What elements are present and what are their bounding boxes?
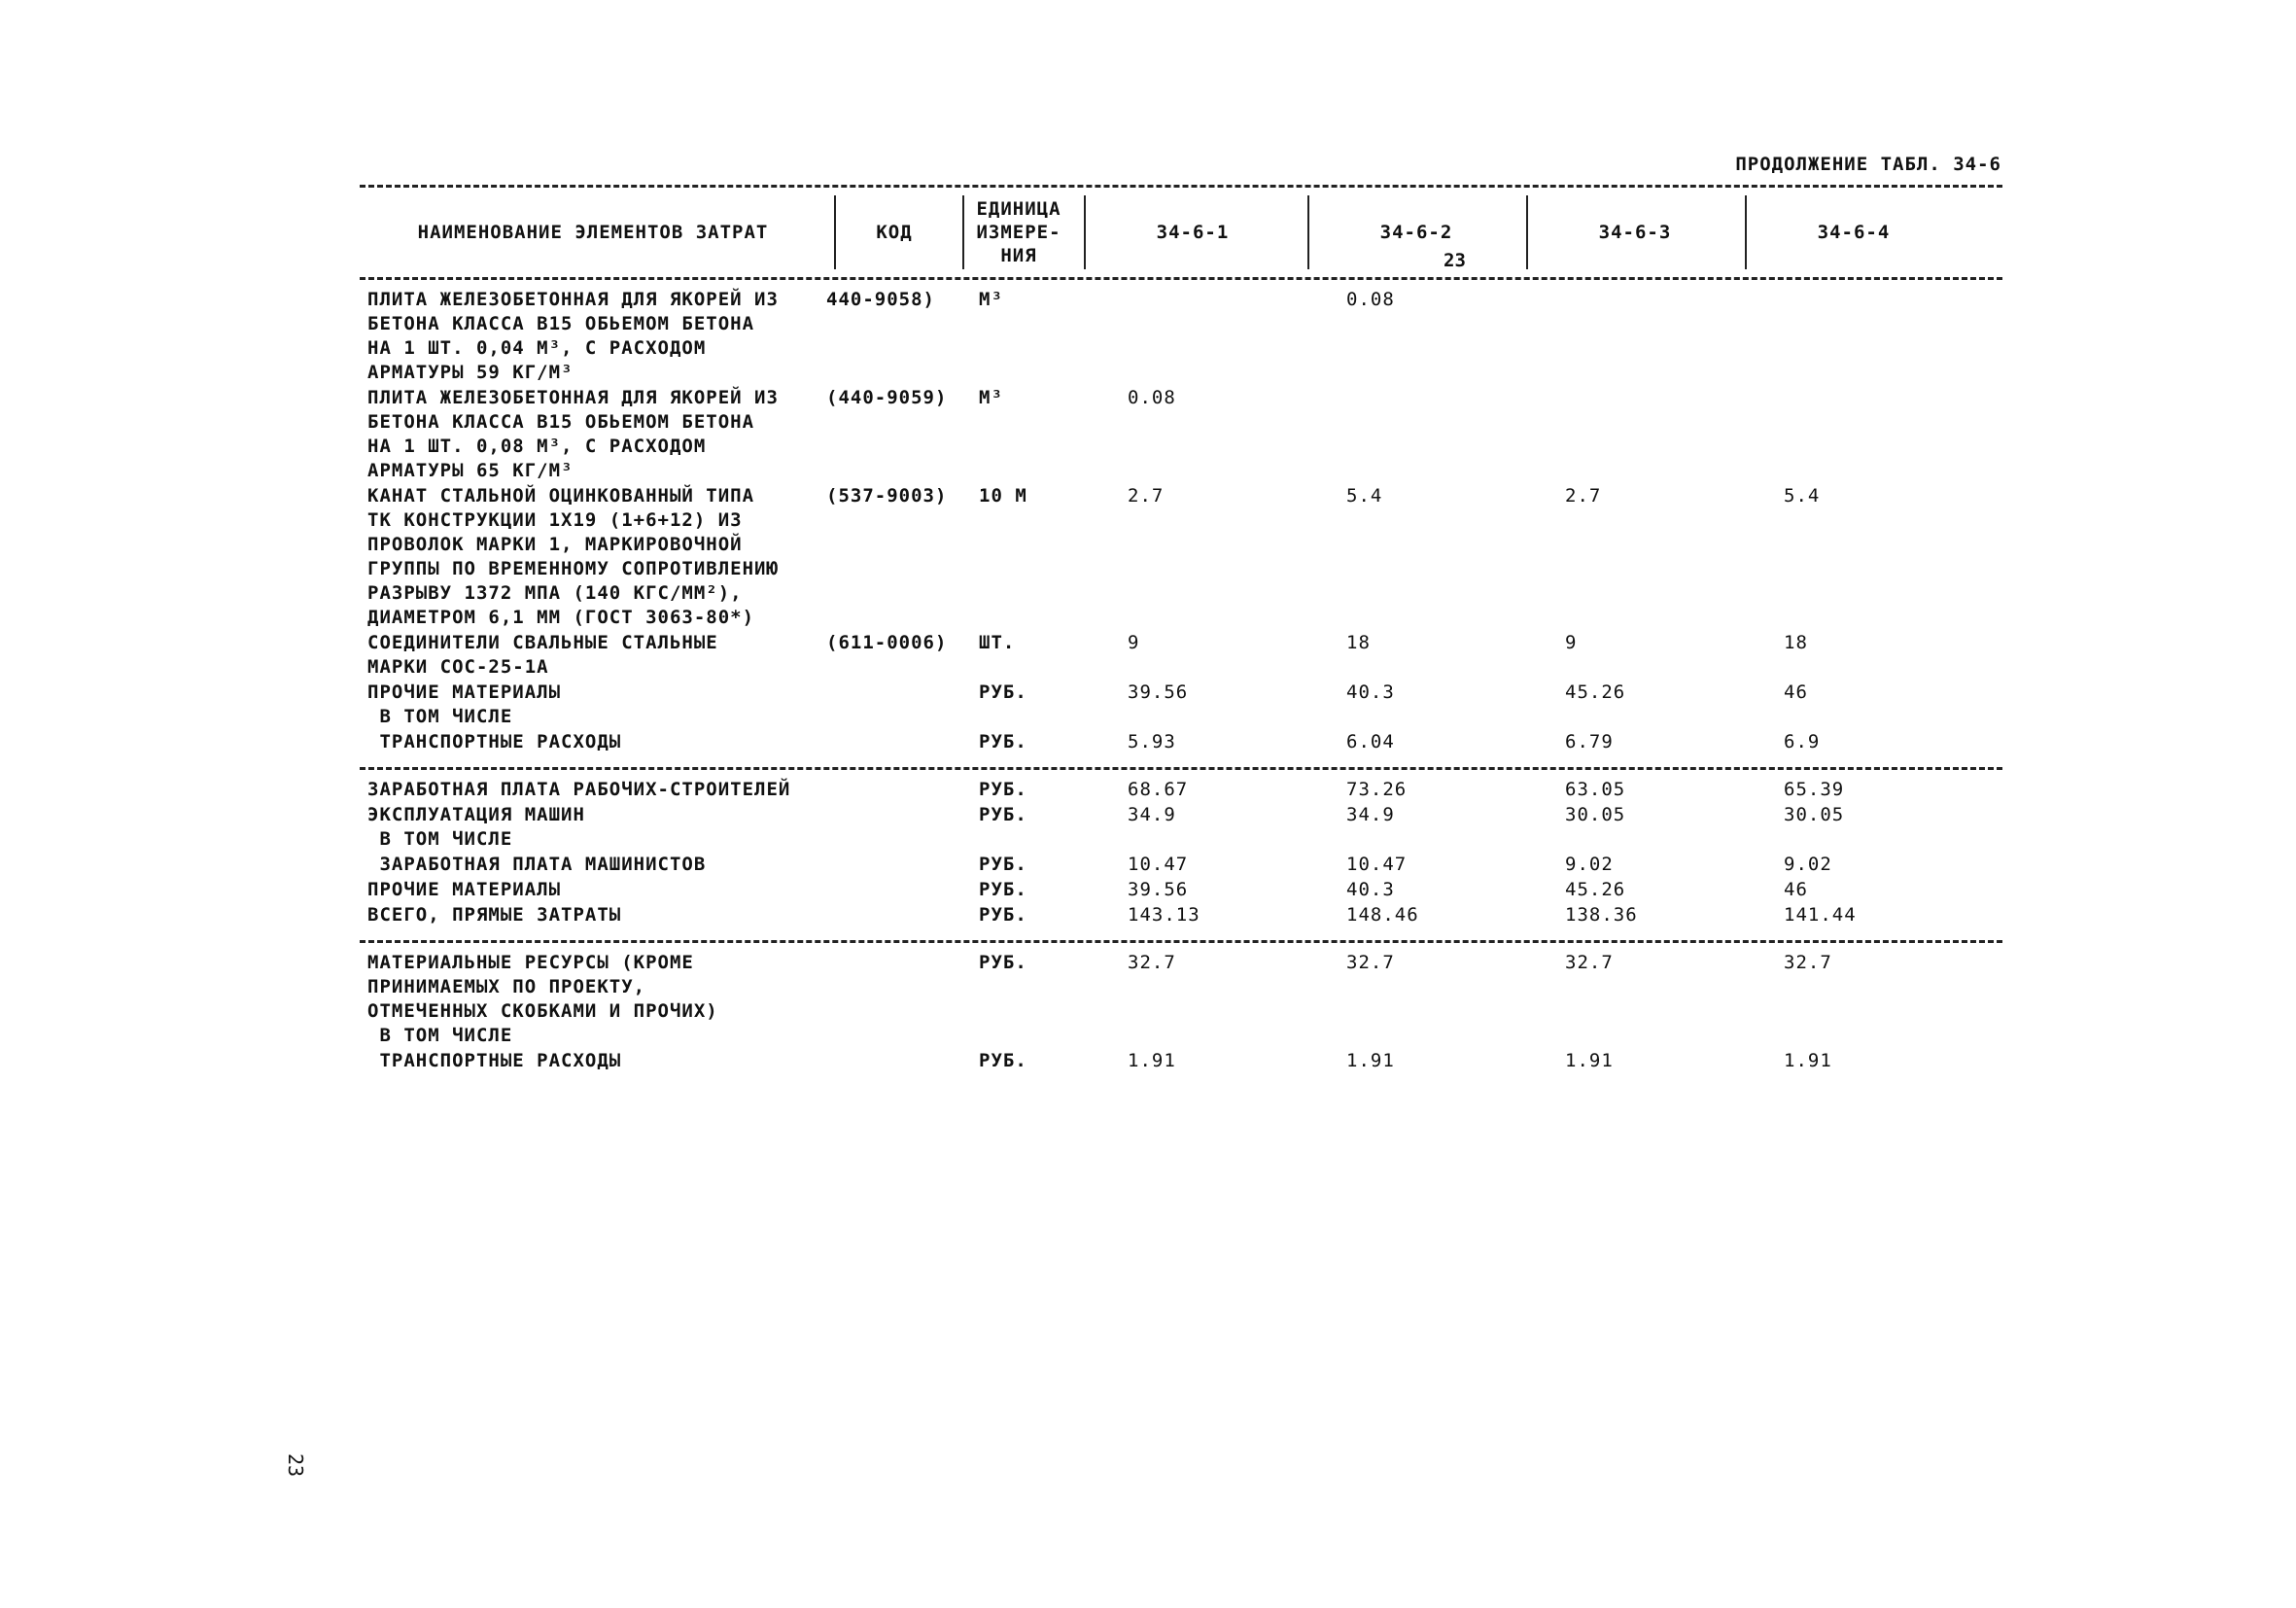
table-row — [360, 878, 2002, 903]
row-value-2: 40.3 — [1346, 682, 1395, 703]
row-name-line: ПРИНИМАЕМЫХ ПО ПРОЕКТУ, — [367, 976, 646, 997]
row-name-line: МАРКИ СОС-25-1А — [367, 656, 549, 678]
row-value-2: 1.91 — [1346, 1050, 1395, 1071]
row-name-line: В ТОМ ЧИСЛЕ — [367, 828, 513, 850]
row-name-line: ОТМЕЧЕННЫХ СКОБКАМИ И ПРОЧИХ) — [367, 1000, 718, 1022]
table-row — [360, 803, 2002, 853]
row-name — [367, 853, 824, 877]
row-value-4: 5.4 — [1784, 485, 1821, 507]
header-code: КОД — [876, 222, 913, 243]
row-name — [367, 484, 824, 630]
row-value-4: 30.05 — [1784, 804, 1845, 825]
row-value-2: 10.47 — [1346, 854, 1408, 875]
row-value-4: 18 — [1784, 632, 1808, 653]
table-header — [360, 188, 2002, 277]
header-col-2: 34-6-2 — [1379, 222, 1453, 243]
header-name: НАИМЕНОВАНИЕ ЭЛЕМЕНТОВ ЗАТРАТ — [417, 222, 769, 243]
table-row — [360, 951, 2002, 1049]
table-group — [360, 280, 2002, 767]
header-col-1: 34-6-1 — [1156, 222, 1230, 243]
table-continuation-caption: ПРОДОЛЖЕНИЕ ТАБЛ. 34-6 — [1735, 154, 2001, 175]
row-value-1: 2.7 — [1128, 485, 1165, 507]
header-unit — [964, 188, 1073, 277]
row-name-line: БЕТОНА КЛАССА В15 ОБЬЕМОМ БЕТОНА — [367, 411, 755, 433]
row-name-line: ДИАМЕТРОМ 6,1 ММ (ГОСТ 3063-80*) — [367, 607, 755, 628]
row-unit: РУБ. — [979, 804, 1027, 825]
table-row — [360, 631, 2002, 681]
row-name-line: ПРОЧИЕ МАТЕРИАЛЫ — [367, 879, 562, 900]
row-unit: РУБ. — [979, 879, 1027, 900]
row-unit: М³ — [979, 387, 1003, 408]
row-name-line: НА 1 ШТ. 0,08 М³, С РАСХОДОМ — [367, 436, 707, 457]
row-code: (611-0006) — [826, 632, 948, 653]
row-unit: РУБ. — [979, 682, 1027, 703]
table-group — [360, 770, 2002, 940]
row-name-line: ВСЕГО, ПРЯМЫЕ ЗАТРАТЫ — [367, 904, 622, 926]
row-name-line: В ТОМ ЧИСЛЕ — [367, 706, 513, 727]
table-row — [360, 484, 2002, 631]
row-name — [367, 631, 824, 680]
row-unit: М³ — [979, 289, 1003, 310]
row-name-line: АРМАТУРЫ 59 КГ/М³ — [367, 362, 574, 383]
row-unit: РУБ. — [979, 1050, 1027, 1071]
row-name-line: ТРАНСПОРТНЫЕ РАСХОДЫ — [367, 731, 622, 752]
row-value-2: 6.04 — [1346, 731, 1395, 752]
row-unit: ШТ. — [979, 632, 1016, 653]
cost-table — [360, 185, 2002, 1086]
row-name-line: ТРАНСПОРТНЫЕ РАСХОДЫ — [367, 1050, 622, 1071]
row-unit: РУБ. — [979, 731, 1027, 752]
row-name-line: ПРОЧИЕ МАТЕРИАЛЫ — [367, 682, 562, 703]
row-name-line: БЕТОНА КЛАССА В15 ОБЬЕМОМ БЕТОНА — [367, 313, 755, 334]
header-unit-line: НИЯ — [1000, 245, 1037, 266]
header-unit-line: ЕДИНИЦА — [976, 198, 1061, 220]
row-name — [367, 730, 824, 754]
row-value-1: 5.93 — [1128, 731, 1176, 752]
row-value-1: 39.56 — [1128, 682, 1189, 703]
row-name-line: АРМАТУРЫ 65 КГ/М³ — [367, 460, 574, 481]
row-value-2: 40.3 — [1346, 879, 1395, 900]
row-value-2: 5.4 — [1346, 485, 1383, 507]
row-value-4: 32.7 — [1784, 952, 1832, 973]
row-value-1: 9 — [1128, 632, 1140, 653]
row-value-2: 148.46 — [1346, 904, 1419, 926]
row-value-2: 73.26 — [1346, 779, 1408, 800]
row-name-line: МАТЕРИАЛЬНЫЕ РЕСУРСЫ (КРОМЕ — [367, 952, 694, 973]
header-unit-line: ИЗМЕРЕ- — [976, 222, 1061, 243]
header-col-3: 34-6-3 — [1598, 222, 1672, 243]
row-value-1: 32.7 — [1128, 952, 1176, 973]
table-row — [360, 1049, 2002, 1074]
row-name — [367, 1049, 824, 1073]
row-code: (440-9059) — [826, 387, 948, 408]
row-value-1: 34.9 — [1128, 804, 1176, 825]
row-name-line: СОЕДИНИТЕЛИ СВАЛЬНЫЕ СТАЛЬНЫЕ — [367, 632, 718, 653]
row-name-line: РАЗРЫВУ 1372 МПА (140 КГС/ММ²), — [367, 582, 743, 604]
row-value-4: 1.91 — [1784, 1050, 1832, 1071]
row-name-line: ПЛИТА ЖЕЛЕЗОБЕТОННАЯ ДЛЯ ЯКОРЕЙ ИЗ — [367, 387, 779, 408]
row-value-2: 34.9 — [1346, 804, 1395, 825]
row-code: 440-9058) — [826, 289, 935, 310]
row-value-3: 45.26 — [1565, 682, 1626, 703]
row-value-2: 0.08 — [1346, 289, 1395, 310]
row-unit: РУБ. — [979, 779, 1027, 800]
row-name-line: В ТОМ ЧИСЛЕ — [367, 1025, 513, 1046]
row-name — [367, 803, 824, 852]
row-code: (537-9003) — [826, 485, 948, 507]
row-name-line: ПЛИТА ЖЕЛЕЗОБЕТОННАЯ ДЛЯ ЯКОРЕЙ ИЗ — [367, 289, 779, 310]
row-value-2: 18 — [1346, 632, 1371, 653]
row-name — [367, 951, 824, 1048]
row-name — [367, 288, 824, 385]
row-value-3: 1.91 — [1565, 1050, 1614, 1071]
row-value-3: 30.05 — [1565, 804, 1626, 825]
row-name-line: ПРОВОЛОК МАРКИ 1, МАРКИРОВОЧНОЙ — [367, 534, 743, 555]
row-value-3: 32.7 — [1565, 952, 1614, 973]
row-name-line: ТК КОНСТРУКЦИИ 1Х19 (1+6+12) ИЗ — [367, 509, 743, 531]
row-value-4: 65.39 — [1784, 779, 1845, 800]
row-name — [367, 681, 824, 729]
table-row — [360, 730, 2002, 755]
row-value-3: 45.26 — [1565, 879, 1626, 900]
row-value-1: 1.91 — [1128, 1050, 1176, 1071]
row-value-2: 32.7 — [1346, 952, 1395, 973]
header-page-note: 23 — [1444, 250, 1466, 271]
table-row — [360, 853, 2002, 878]
row-value-1: 0.08 — [1128, 387, 1176, 408]
row-name-line: ЭКСПЛУАТАЦИЯ МАШИН — [367, 804, 585, 825]
row-name-line: НА 1 ШТ. 0,04 М³, С РАСХОДОМ — [367, 337, 707, 359]
table-group — [360, 943, 2002, 1086]
row-value-4: 141.44 — [1784, 904, 1857, 926]
row-name — [367, 903, 824, 927]
table-row — [360, 778, 2002, 803]
row-value-4: 46 — [1784, 682, 1808, 703]
row-value-3: 9.02 — [1565, 854, 1614, 875]
row-value-4: 6.9 — [1784, 731, 1821, 752]
table-row — [360, 386, 2002, 484]
row-value-1: 68.67 — [1128, 779, 1189, 800]
header-col-4: 34-6-4 — [1817, 222, 1891, 243]
table-row — [360, 903, 2002, 928]
row-value-1: 143.13 — [1128, 904, 1200, 926]
row-value-3: 138.36 — [1565, 904, 1638, 926]
row-unit: РУБ. — [979, 904, 1027, 926]
row-unit: РУБ. — [979, 854, 1027, 875]
row-value-3: 63.05 — [1565, 779, 1626, 800]
row-value-3: 6.79 — [1565, 731, 1614, 752]
row-name — [367, 386, 824, 483]
table-row — [360, 288, 2002, 386]
row-name-line: ЗАРАБОТНАЯ ПЛАТА РАБОЧИХ-СТРОИТЕЛЕЙ — [367, 779, 791, 800]
row-unit: РУБ. — [979, 952, 1027, 973]
row-value-4: 9.02 — [1784, 854, 1832, 875]
row-value-4: 46 — [1784, 879, 1808, 900]
table-row — [360, 681, 2002, 730]
row-name — [367, 878, 824, 902]
row-value-1: 39.56 — [1128, 879, 1189, 900]
table-body — [360, 280, 2002, 1086]
row-value-3: 9 — [1565, 632, 1578, 653]
page-number: 23 — [284, 1452, 308, 1478]
row-name — [367, 778, 824, 802]
row-value-1: 10.47 — [1128, 854, 1189, 875]
row-value-3: 2.7 — [1565, 485, 1602, 507]
row-name-line: КАНАТ СТАЛЬНОЙ ОЦИНКОВАННЫЙ ТИПА — [367, 485, 755, 507]
row-unit: 10 М — [979, 485, 1027, 507]
row-name-line: ГРУППЫ ПО ВРЕМЕННОМУ СОПРОТИВЛЕНИЮ — [367, 558, 779, 579]
row-name-line: ЗАРАБОТНАЯ ПЛАТА МАШИНИСТОВ — [367, 854, 707, 875]
